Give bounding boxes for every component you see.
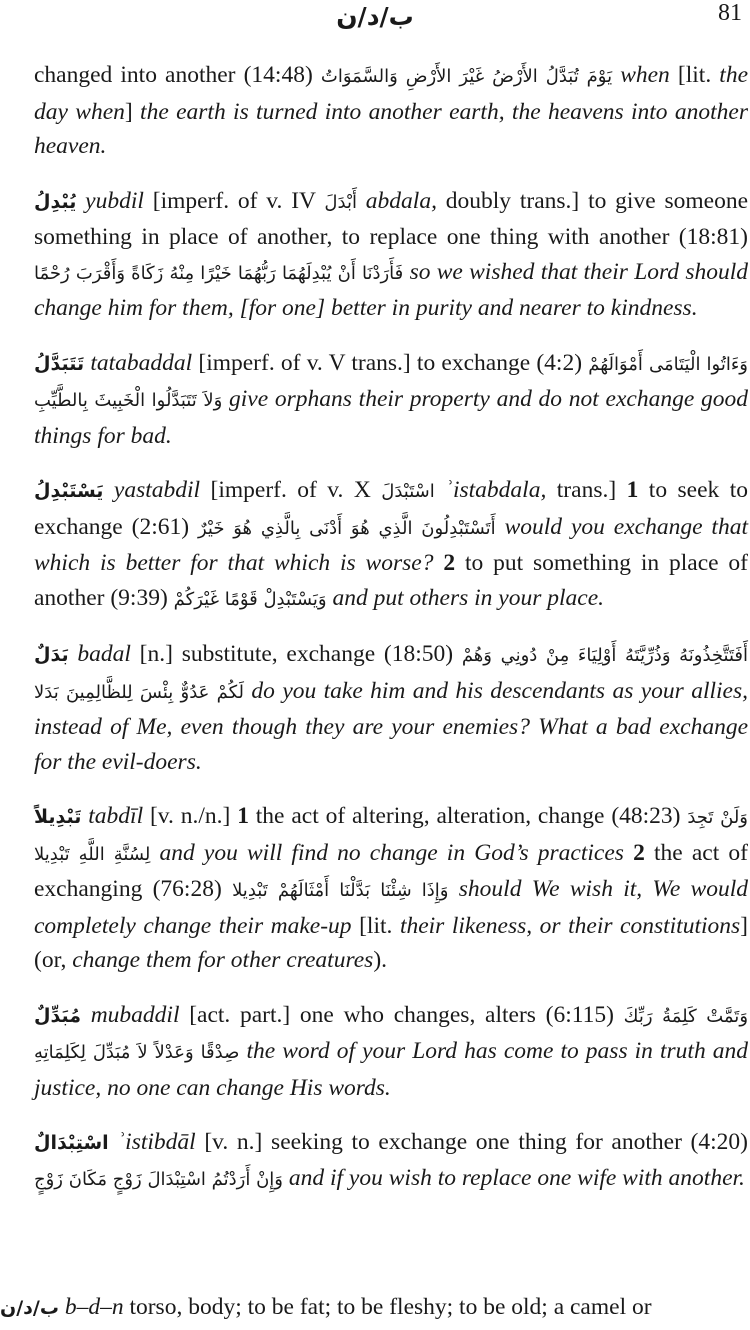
transliteration: ʾistabdala, [434, 477, 547, 503]
headword-arabic: بَدَلٌ [34, 644, 69, 666]
translation: and you will find no change in God’s practices [150, 839, 624, 866]
sense-number: 1 [237, 803, 249, 829]
root-transliteration: b–d–n [58, 1294, 124, 1320]
translation: should We wish it, We would completely change their make-up [34, 876, 748, 939]
translation: the earth is turned into another earth, the heavens into another heaven. [34, 98, 748, 159]
arabic-quote: فَأَرَدْنَا أَنْ يُبْدِلَهُمَا رَبُّهُمَا خَيْرًا مِنْهُ زَكَاةً وَأَقْرَبَ رُحْمًا [34, 262, 404, 284]
entry-istibdal [34, 1125, 748, 1197]
translation: and if you wish to replace one wife with another. [283, 1164, 745, 1191]
root-heading: ب/د/ن [336, 2, 414, 31]
translation: do you take him and his descendants as your allies, instead of Me, even though they are your enemies? What a bad exchange for the evil-doers. [34, 677, 748, 775]
entry-text: ] [124, 98, 141, 125]
arabic-quote: يَوْمَ تُبَدَّلُ الأَرْضُ غَيْرَ الأَرْضِ وَالسَّمَوَاتُ [320, 66, 613, 87]
entry-text: trans.] [546, 477, 627, 503]
entry-text [624, 840, 633, 866]
headword-arabic: يَسْتَبْدِلُ [34, 480, 104, 502]
sense-number: 2 [443, 550, 456, 576]
page-number: 81 [718, 0, 742, 26]
translation: the day when [34, 62, 749, 125]
translation: and put others in your place. [326, 584, 605, 611]
entry-tubaddal [34, 58, 748, 164]
translation: would you exchange that which is better for that which is worse? [34, 513, 748, 576]
arabic-quote: وَتَمَّتْ كَلِمَةُ رَبِّكَ صِدْقًا وَعَدْلاً لاَ مُبَدِّلَ لِكَلِمَاتِهِ [34, 1005, 749, 1063]
entry-yastabdil [34, 473, 748, 617]
arabic-quote: وَءَاتُوا الْيَتَامَى أَمْوَالَهُمْ وَلاَ تَتَبَدَّلُوا الْخَبِيثَ بِالطَّيِّبِ [34, 353, 748, 411]
translation: so we wished that their Lord should change him for them, [for one] better in purity and nearer to kindness. [34, 258, 748, 321]
dictionary-body [34, 58, 748, 1217]
headword-transliteration: tabdīl [81, 803, 144, 829]
entry-text: changed into another (14:48) [34, 62, 321, 88]
entry-tatabaddal [34, 346, 748, 454]
arabic-form: أَبْدَلَ [324, 191, 357, 213]
headword-arabic: تَبْدِيلاً [34, 806, 82, 828]
entry-text: ] (or, [34, 912, 748, 973]
entry-text: [imperf. of v. X [200, 477, 382, 503]
entry-yubdil [34, 184, 748, 326]
entry-text: [v. n./n.] [143, 803, 238, 829]
entry-text: to seek to exchange (2:61) [34, 477, 748, 540]
entry-text: [act. part.] one who changes, alters (6:115) [179, 1001, 624, 1028]
arabic-quote: أَتَسْتَبْدِلُونَ الَّذِي هُوَ أَدْنَى بِالَّذِي هُوَ خَيْرٌ [198, 517, 496, 539]
root-entry-bdn [0, 1290, 750, 1325]
sense-number: 2 [633, 839, 645, 866]
entry-text: [n.] substitute, exchange (18:50) [130, 641, 462, 667]
entry-text [433, 550, 443, 576]
entry-text: [lit. [669, 62, 720, 88]
translation: give orphans their property and do not exchange good things for bad. [34, 386, 748, 449]
translation: their likeness, or their constitutions [399, 912, 741, 939]
entry-text: doubly trans.] to give someone something in place of another, to replace one thing with another (18:81) [34, 187, 748, 250]
entry-text: to put something in place of another (9:39) [34, 550, 749, 611]
translation: when [612, 62, 670, 88]
arabic-form: اسْتَبْدَلَ [381, 481, 435, 502]
headword-transliteration: yubdil [76, 187, 144, 214]
transliteration: abdala, [356, 187, 437, 214]
entry-tabdil [34, 799, 748, 978]
arabic-quote: وَيَسْتَبْدِلْ قَوْمًا غَيْرَكُمْ [173, 588, 327, 610]
headword-transliteration: badal [68, 641, 131, 667]
headword-arabic: مُبَدِّلٌ [34, 1004, 81, 1027]
entry-badal [34, 637, 748, 779]
entry-text: [lit. [351, 912, 400, 939]
arabic-quote: وَلَنْ تَجِدَ لِسُنَّةِ اللَّهِ تَبْدِيلا [34, 807, 748, 865]
translation: change them for other creatures [72, 947, 374, 973]
arabic-quote: وَإِنْ أَرَدْتُمُ اسْتِبْدَالَ زَوْجٍ مَكَانَ زَوْجٍ [34, 1168, 283, 1190]
page-header [0, 0, 750, 40]
entry-text: [imperf. of v. IV [143, 187, 325, 214]
arabic-quote: أَفَتَتَّخِذُونَهُ وَذُرِّيَّتَهُ أَوْلِيَاءَ مِنْ دُونِي وَهُمْ لَكُمْ عَدُوٌّ بِئْسَ لِلظَّالِمِينَ بَدَلا [34, 645, 749, 703]
entry-text: [v. n.] seeking to exchange one thing for another (4:20) [195, 1129, 748, 1155]
root-headword-arabic: ب/د/ن [0, 1297, 59, 1319]
headword-arabic: تَتَبَدَّلُ [34, 352, 85, 375]
headword-transliteration: yastabdil [103, 477, 201, 503]
entry-text: torso, body; to be fat; to be fleshy; to be old; a camel or [123, 1294, 652, 1320]
headword-arabic: اسْتِبْدَالٌ [34, 1132, 109, 1154]
entry-text: the act of altering, alteration, change (48:23) [248, 803, 688, 829]
entry-text: [imperf. of v. V trans.] to exchange (4:2) [192, 349, 589, 376]
sense-number: 1 [626, 477, 639, 503]
entry-text: ). [373, 947, 388, 973]
headword-transliteration: mubaddil [80, 1001, 180, 1028]
translation: the word of your Lord has come to pass in truth and justice, no one can change His words. [34, 1038, 749, 1101]
headword-transliteration: tatabaddal [84, 349, 193, 376]
entry-text: the act of exchanging (76:28) [34, 839, 748, 902]
headword-arabic: يُبْدِلُ [34, 190, 77, 213]
entry-mubaddil [34, 998, 748, 1106]
arabic-quote: وَإِذَا شِئْنَا بَدَّلْنَا أَمْثَالَهُمْ تَبْدِيلا [232, 880, 449, 901]
headword-transliteration: ʾistibdāl [108, 1129, 196, 1155]
